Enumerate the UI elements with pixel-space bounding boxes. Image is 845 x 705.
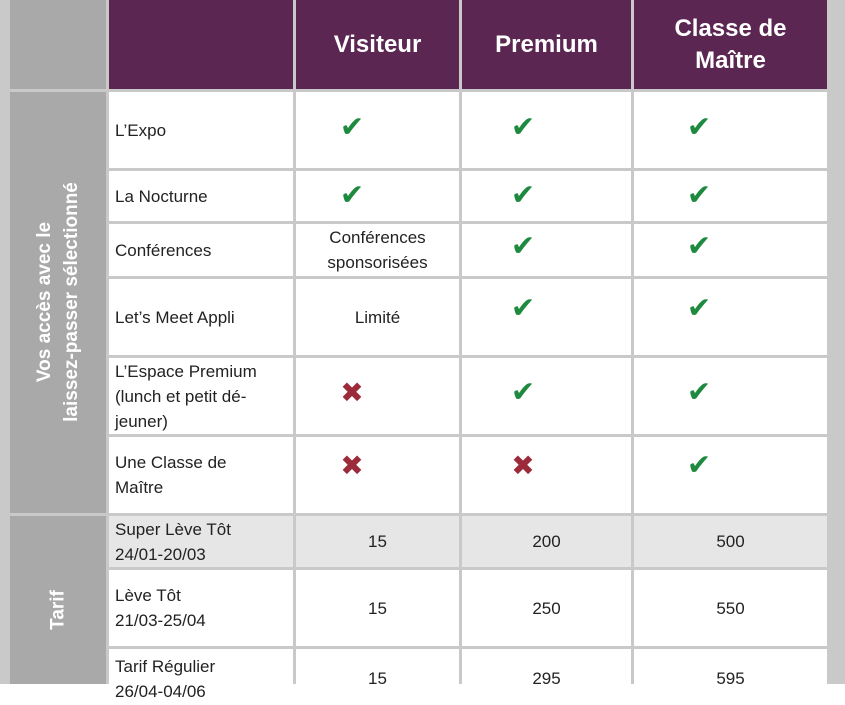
price-value <box>634 516 827 567</box>
feature-value <box>634 92 827 168</box>
price-value <box>634 570 827 646</box>
check-icon: ✔ <box>510 292 536 325</box>
feature-label-text: L’Expo <box>115 120 167 140</box>
feature-label-text: La Nocturne <box>115 186 208 206</box>
feature-value <box>296 358 459 434</box>
feature-value <box>634 224 827 276</box>
feature-value <box>634 437 827 513</box>
column-header-visiteur: Visiteur <box>296 0 459 89</box>
check-icon: ✔ <box>510 230 536 263</box>
group-access-label: Vos accès avec le laissez-passer sélectionné <box>34 182 82 422</box>
group-pricing <box>10 516 106 684</box>
feature-label-text: Une Classe de Maître <box>115 453 227 497</box>
price-value <box>462 649 631 705</box>
check-icon: ✔ <box>510 179 536 212</box>
feature-value <box>634 279 827 355</box>
feature-value <box>296 279 459 355</box>
feature-label <box>109 437 293 513</box>
price-value <box>296 516 459 567</box>
feature-label <box>109 92 293 168</box>
feature-label <box>109 358 293 434</box>
price-row-label-text: Lève Tôt 21/03-25/04 <box>115 586 206 630</box>
feature-value <box>296 171 459 221</box>
check-icon: ✔ <box>686 111 712 144</box>
header-corner <box>109 0 293 89</box>
feature-value <box>462 224 631 276</box>
feature-value <box>296 92 459 168</box>
price-value <box>296 570 459 646</box>
price-value-text: 200 <box>532 532 561 551</box>
price-value-text: 595 <box>716 669 745 688</box>
price-value <box>296 649 459 705</box>
price-value-text: 250 <box>532 598 561 618</box>
check-icon: ✔ <box>686 230 712 263</box>
feature-label <box>109 224 293 276</box>
feature-label-text: Let’s Meet Appli <box>115 307 235 327</box>
price-value-text: 15 <box>368 669 387 688</box>
check-icon: ✔ <box>686 376 712 409</box>
check-icon: ✔ <box>339 179 365 212</box>
price-value-text: 15 <box>368 532 387 551</box>
check-icon: ✔ <box>510 376 536 409</box>
price-value-text: 295 <box>532 669 561 688</box>
feature-value <box>296 224 459 276</box>
feature-value <box>462 92 631 168</box>
feature-label <box>109 279 293 355</box>
check-icon: ✔ <box>686 179 712 212</box>
column-header-classe-de-maitre: Classe de Maître <box>634 0 827 89</box>
feature-value <box>462 437 631 513</box>
feature-value <box>634 358 827 434</box>
price-row-label-text: Super Lève Tôt 24/01-20/03 <box>115 519 231 564</box>
check-icon: ✔ <box>686 292 712 325</box>
header-corner-side <box>10 0 106 89</box>
price-value <box>462 516 631 567</box>
feature-value <box>462 279 631 355</box>
price-value <box>462 570 631 646</box>
price-row-label-text: Tarif Régulier 26/04-04/06 <box>115 657 216 701</box>
group-access <box>10 92 106 513</box>
group-pricing-label: Tarif <box>47 590 69 630</box>
price-row-label <box>109 516 293 567</box>
price-value-text: 500 <box>716 532 745 551</box>
feature-label <box>109 171 293 221</box>
feature-value <box>462 171 631 221</box>
check-icon: ✔ <box>686 449 712 482</box>
price-value-text: 15 <box>368 598 387 618</box>
column-header-premium: Premium <box>462 0 631 89</box>
cross-icon: ✖ <box>340 450 364 481</box>
feature-value <box>462 358 631 434</box>
price-value <box>634 649 827 705</box>
price-row-label <box>109 649 293 705</box>
price-value-text: 550 <box>716 598 745 618</box>
price-row-label <box>109 570 293 646</box>
check-icon: ✔ <box>510 111 536 144</box>
check-icon: ✔ <box>339 111 365 144</box>
cross-icon: ✖ <box>340 377 364 408</box>
feature-label-text: L’Espace Premium (lunch et petit dé- jeuner) <box>115 361 257 431</box>
feature-label-text: Conférences <box>115 240 212 260</box>
feature-value-text: Limité <box>354 307 401 327</box>
feature-value <box>634 171 827 221</box>
feature-value-text: Conférences sponsorisées <box>327 228 428 272</box>
cross-icon: ✖ <box>511 450 535 481</box>
feature-value <box>296 437 459 513</box>
